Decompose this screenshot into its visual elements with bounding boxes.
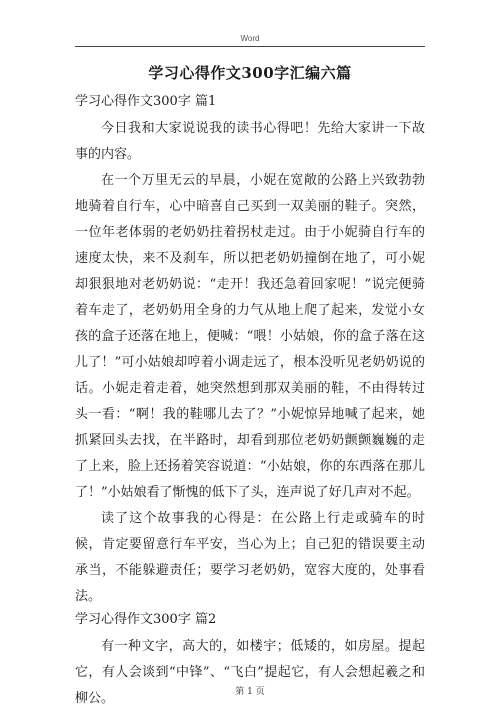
paragraph: 有一种文字，高大的，如楼宇；低矮的，如房屋。提起它，有人会谈到“中锋”、“飞白”提起它，有人会想起羲之和柳公。 (75, 639, 425, 706)
header-rule (75, 46, 425, 47)
paragraph: 读了这个故事我的心得是：在公路上行走或骑车的时候，肯定要留意行车平安，当心为上；自己犯的错误要主动承当，不能躲避责任；要学习老奶奶，宽容大度的，处事看法。 (75, 511, 425, 604)
paragraph: 今日我和大家说说我的读书心得吧！先给大家讲一下故事的内容。 (75, 121, 425, 162)
document-title: 学习心得作文300字汇编六篇 (148, 64, 352, 82)
page-number: 第 1 页 (235, 687, 265, 697)
section-heading-2: 学习心得作文300字 篇2 (75, 612, 217, 627)
section-heading-1: 学习心得作文300字 篇1 (75, 94, 217, 109)
document-body (75, 92, 425, 712)
paragraph: 在一个万里无云的早晨，小妮在宽敞的公路上兴致勃勃地骑着自行车，心中暗喜自己买到一双美丽的鞋子。突然，一位年老体弱的老奶奶拄着拐杖走过。由于小妮骑自行车的速度太快，来不及刹车，所以把老奶奶撞倒在地了，可小妮却狠狠地对老奶奶说：“走开！我还急着回家呢！”说完便骑着车走了，老奶奶用全身的力气从地上爬了起来，发觉小女孩的盒子还落在地上，便喊：“喂！小姑娘，你的盒子落在这儿了！”可小姑娘却哼着小调走远了，根本没听见老奶奶说的话。小妮走着走着，她突然想到那双美丽的鞋，不由得转过头一看：“啊！我的鞋哪儿去了？”小妮惊异地喊了起来，她抓紧回头去找，在半路时，却看到那位老奶奶颤颤巍巍的走了上来，脸上还扬着笑容说道：“小姑娘，你的东西落在那儿了！”小姑娘看了惭愧的低下了头，连声说了好几声对不起。 (75, 173, 425, 500)
header-label: Word (240, 34, 260, 43)
